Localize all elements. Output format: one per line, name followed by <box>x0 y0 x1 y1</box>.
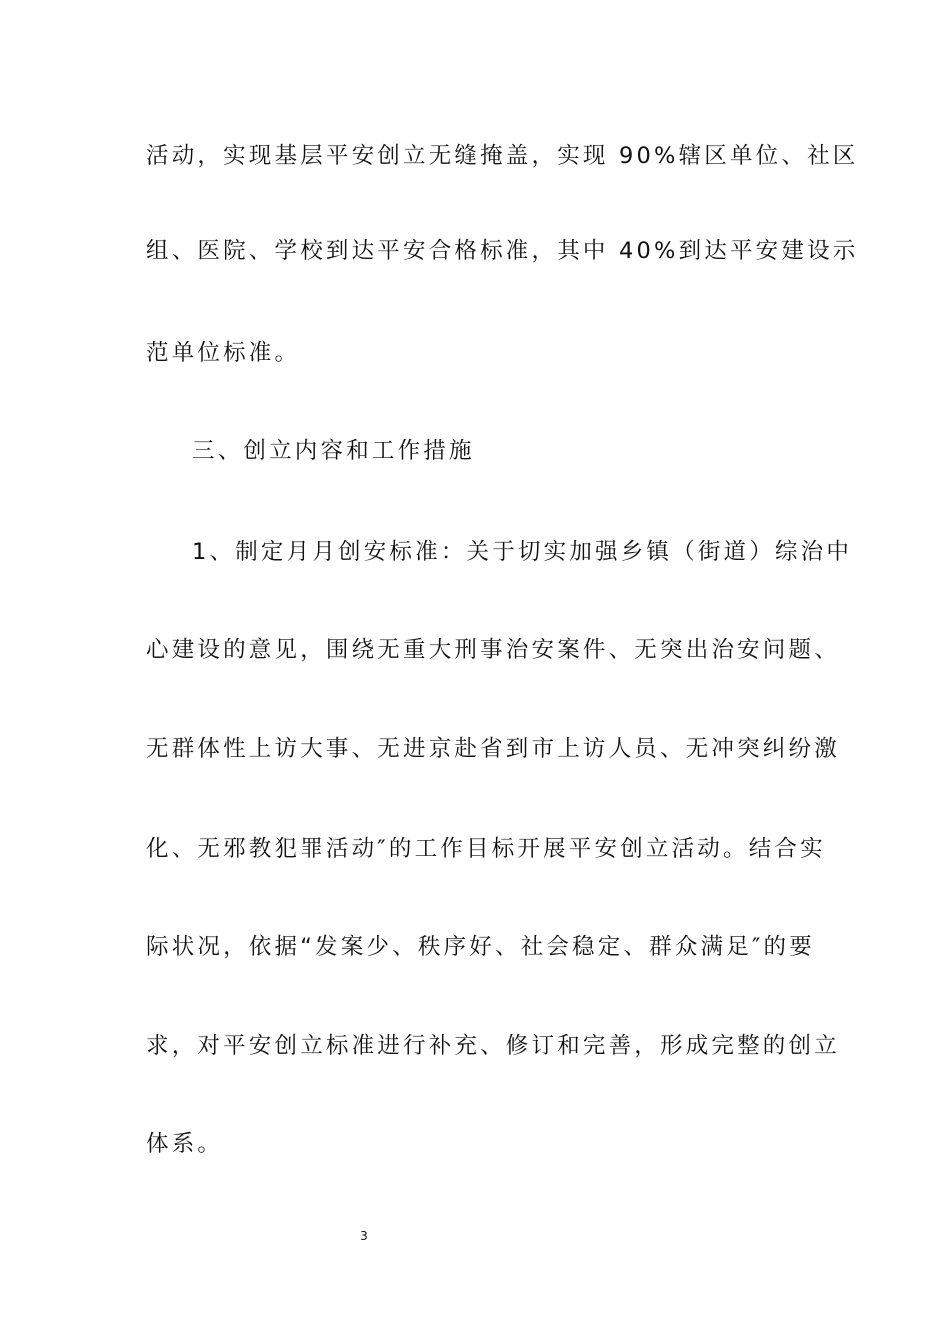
text-line-1: 活动，实现基层平安创立无缝掩盖，实现 90%辖区单位、社区 <box>146 143 859 169</box>
text-line-10: 求，对平安创立标准进行补充、修订和完善，形成完整的创立 <box>146 1033 840 1059</box>
text-line-8: 化、无邪教犯罪活动″的工作目标开展平安创立活动。结合实 <box>146 836 826 862</box>
text-line-3: 范单位标准。 <box>146 340 301 366</box>
section-heading: 三、创立内容和工作措施 <box>192 438 475 464</box>
text-line-2: 组、医院、学校到达平安合格标准，其中 40%到达平安建设示 <box>146 238 859 264</box>
text-line-9: 际状况，依据“发案少、秩序好、社会稳定、群众满足″的要 <box>146 934 815 960</box>
text-line-7: 无群体性上访大事、无进京赴省到市上访人员、无冲突纠纷激 <box>146 736 840 762</box>
text-line-11: 体系。 <box>146 1131 224 1157</box>
page-number: 3 <box>360 1229 368 1243</box>
text-line-5: 1、制定月月创安标准：关于切实加强乡镇（街道）综治中 <box>192 539 853 565</box>
text-line-6: 心建设的意见，围绕无重大刑事治安案件、无突出治安问题、 <box>146 637 840 663</box>
